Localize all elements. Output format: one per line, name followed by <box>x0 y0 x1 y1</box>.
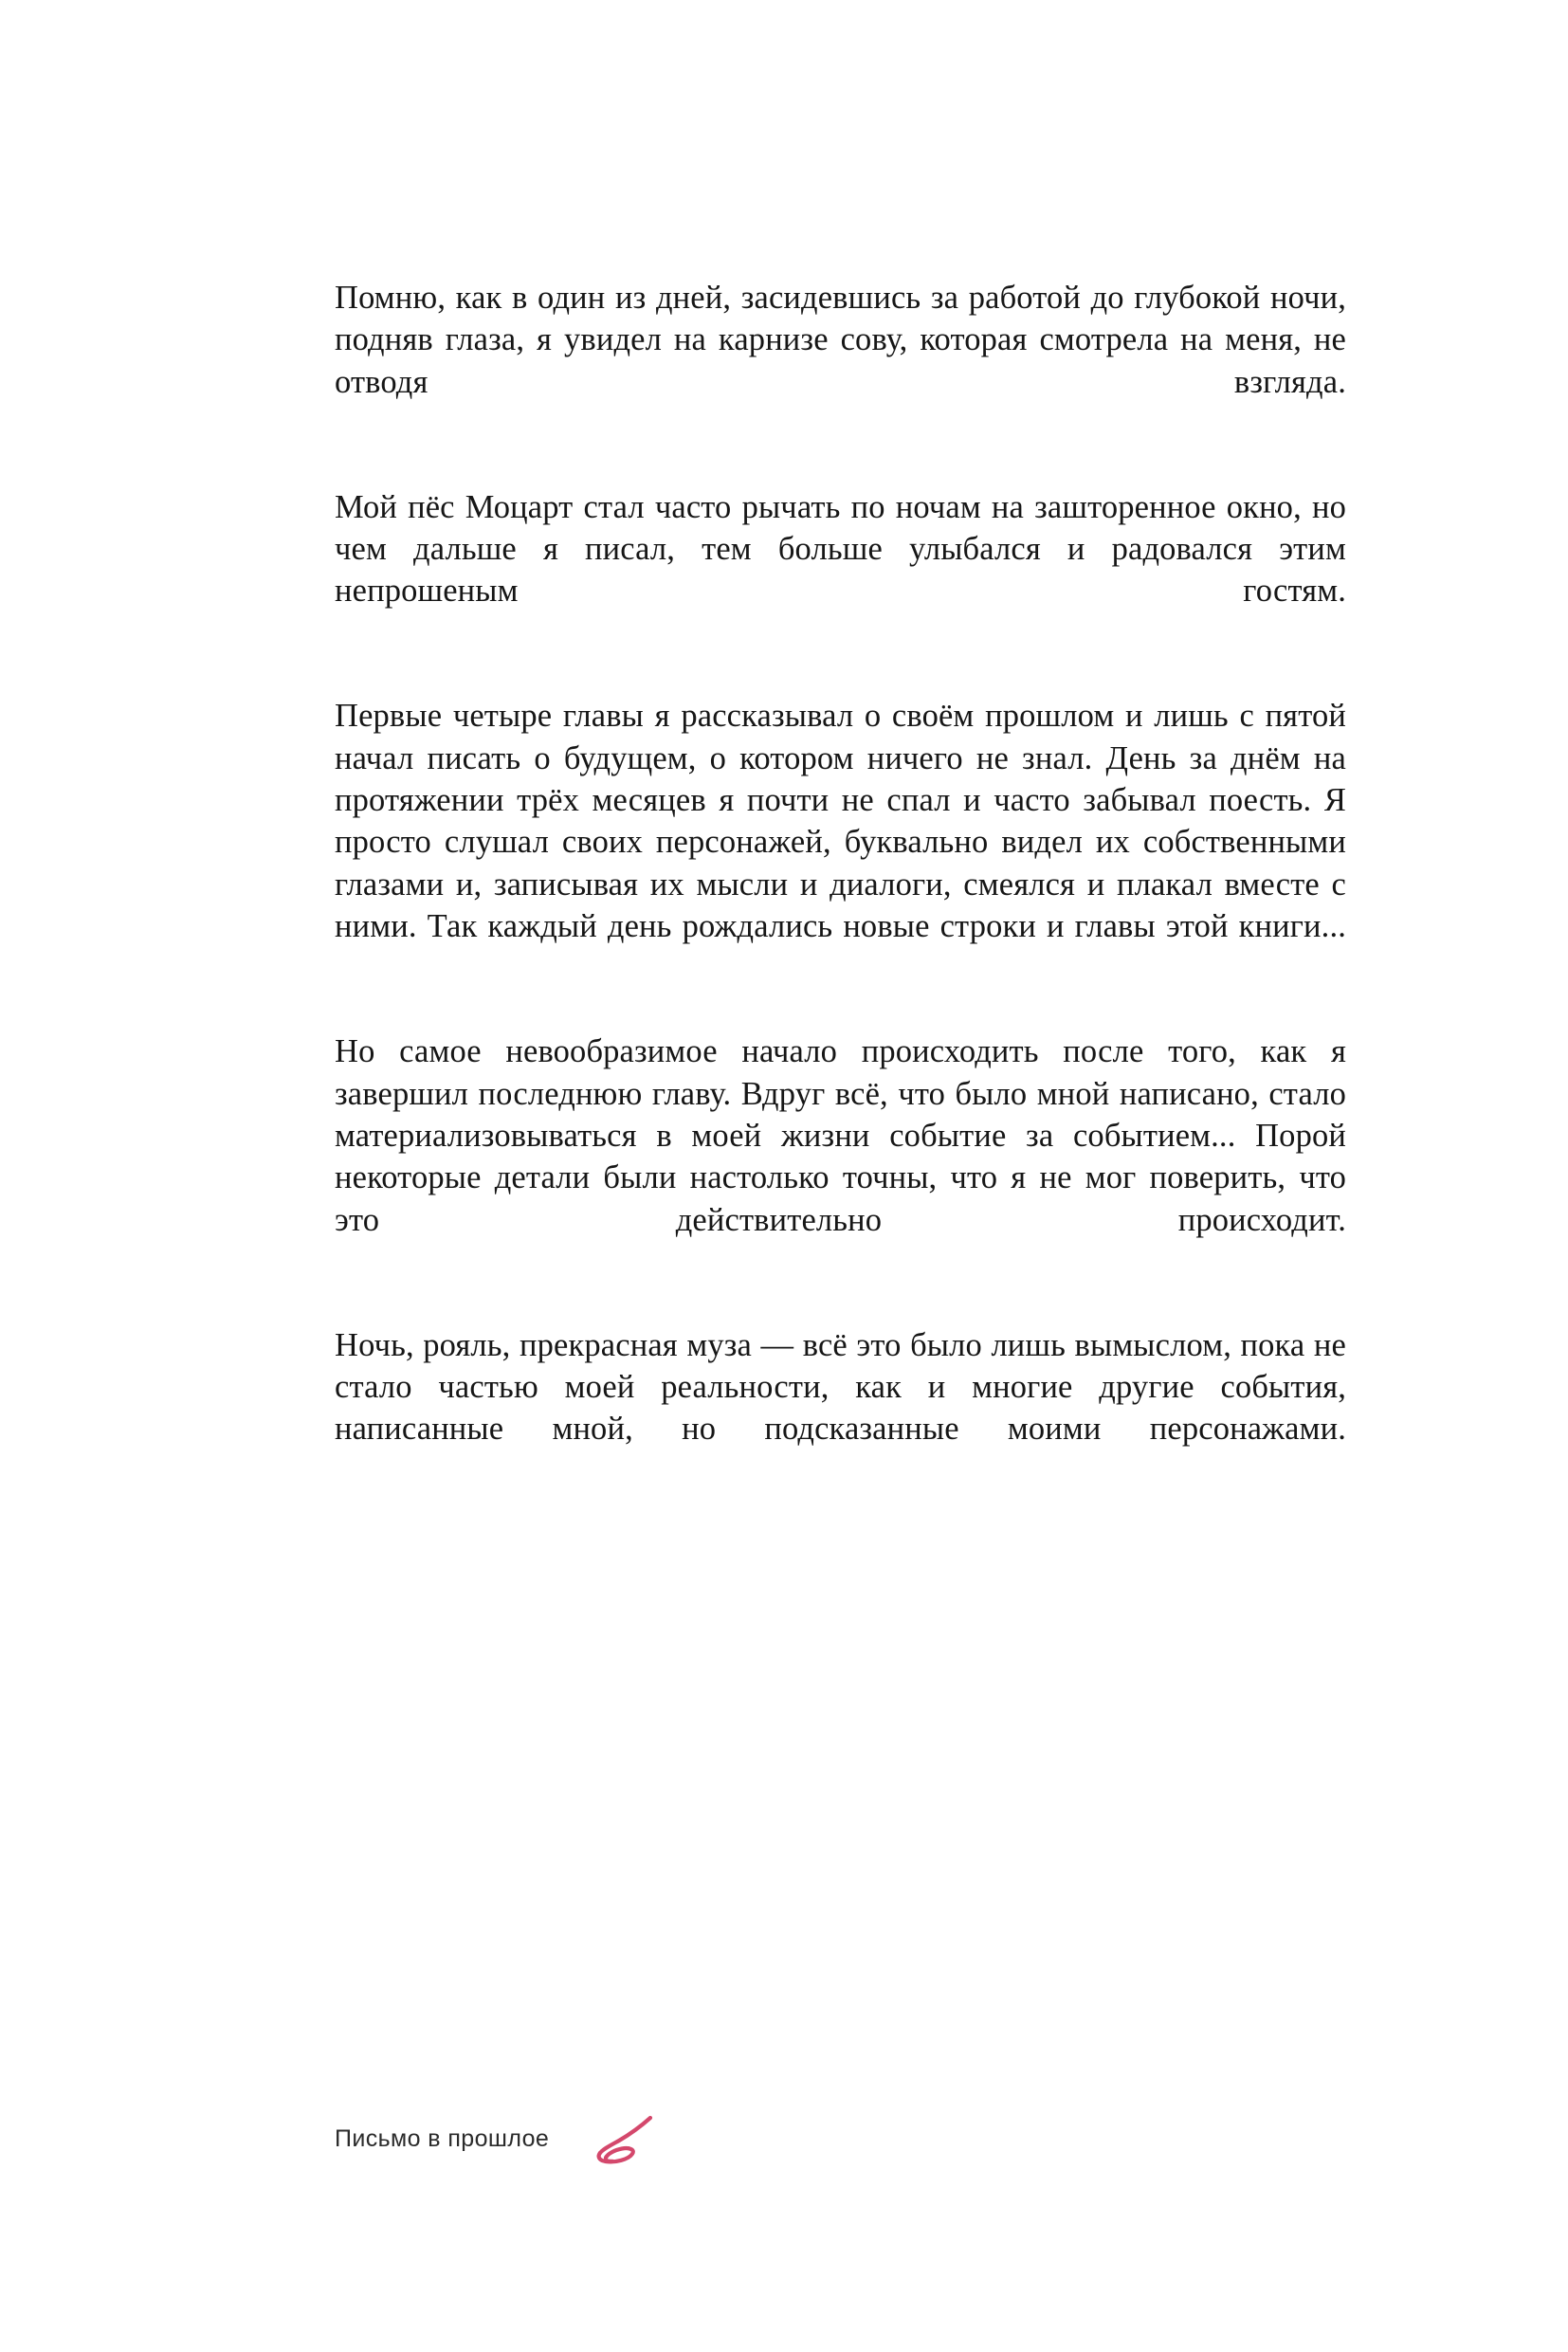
body-text-column <box>335 277 1346 1492</box>
paragraph: Помню, как в один из дней, засидевшись за работой до глубокой ночи, подняв глаза, я увидел на карнизе сову, которая смотрела на меня, не отводя взгляда. <box>335 280 1346 400</box>
paragraph: Мой пёс Моцарт стал часто рычать по ночам на зашторенное окно, но чем дальше я писал, тем больше улыбался и радовался этим непрошеным гостям. <box>335 488 1346 610</box>
paragraph: Первые четыре главы я рассказывал о своём прошлом и лишь с пятой начал писать о будущем, о котором ничего не знал. День за днём на протяжении трёх месяцев я почти не спал и часто забывал поесть. Я просто слушал своих персонажей, буквально видел их собственными глазами и, записывая их мысли и диалоги, смеялся и плакал вместе с ними. Так каждый день рождались новые строки и главы этой книги... <box>335 698 1346 945</box>
paragraph: Но самое невообразимое начало происходить после того, как я завершил последнюю главу. Вдруг всё, что было мной написано, стало материализовываться в моей жизни событие за событием... Порой некоторые детали были настолько точны, что я не мог поверить, что это действительно происходит. <box>335 1033 1346 1238</box>
running-title: Письмо в прошлое <box>335 2124 550 2152</box>
pink-flourish-ornament-icon <box>593 2105 661 2177</box>
page-footer <box>335 2110 661 2167</box>
paragraph: Ночь, рояль, прекрасная муза — всё это было лишь вымыслом, пока не стало частью моей реальности, как и многие другие события, написанные мной, но подсказанные моими персонажами. <box>335 1326 1346 1448</box>
